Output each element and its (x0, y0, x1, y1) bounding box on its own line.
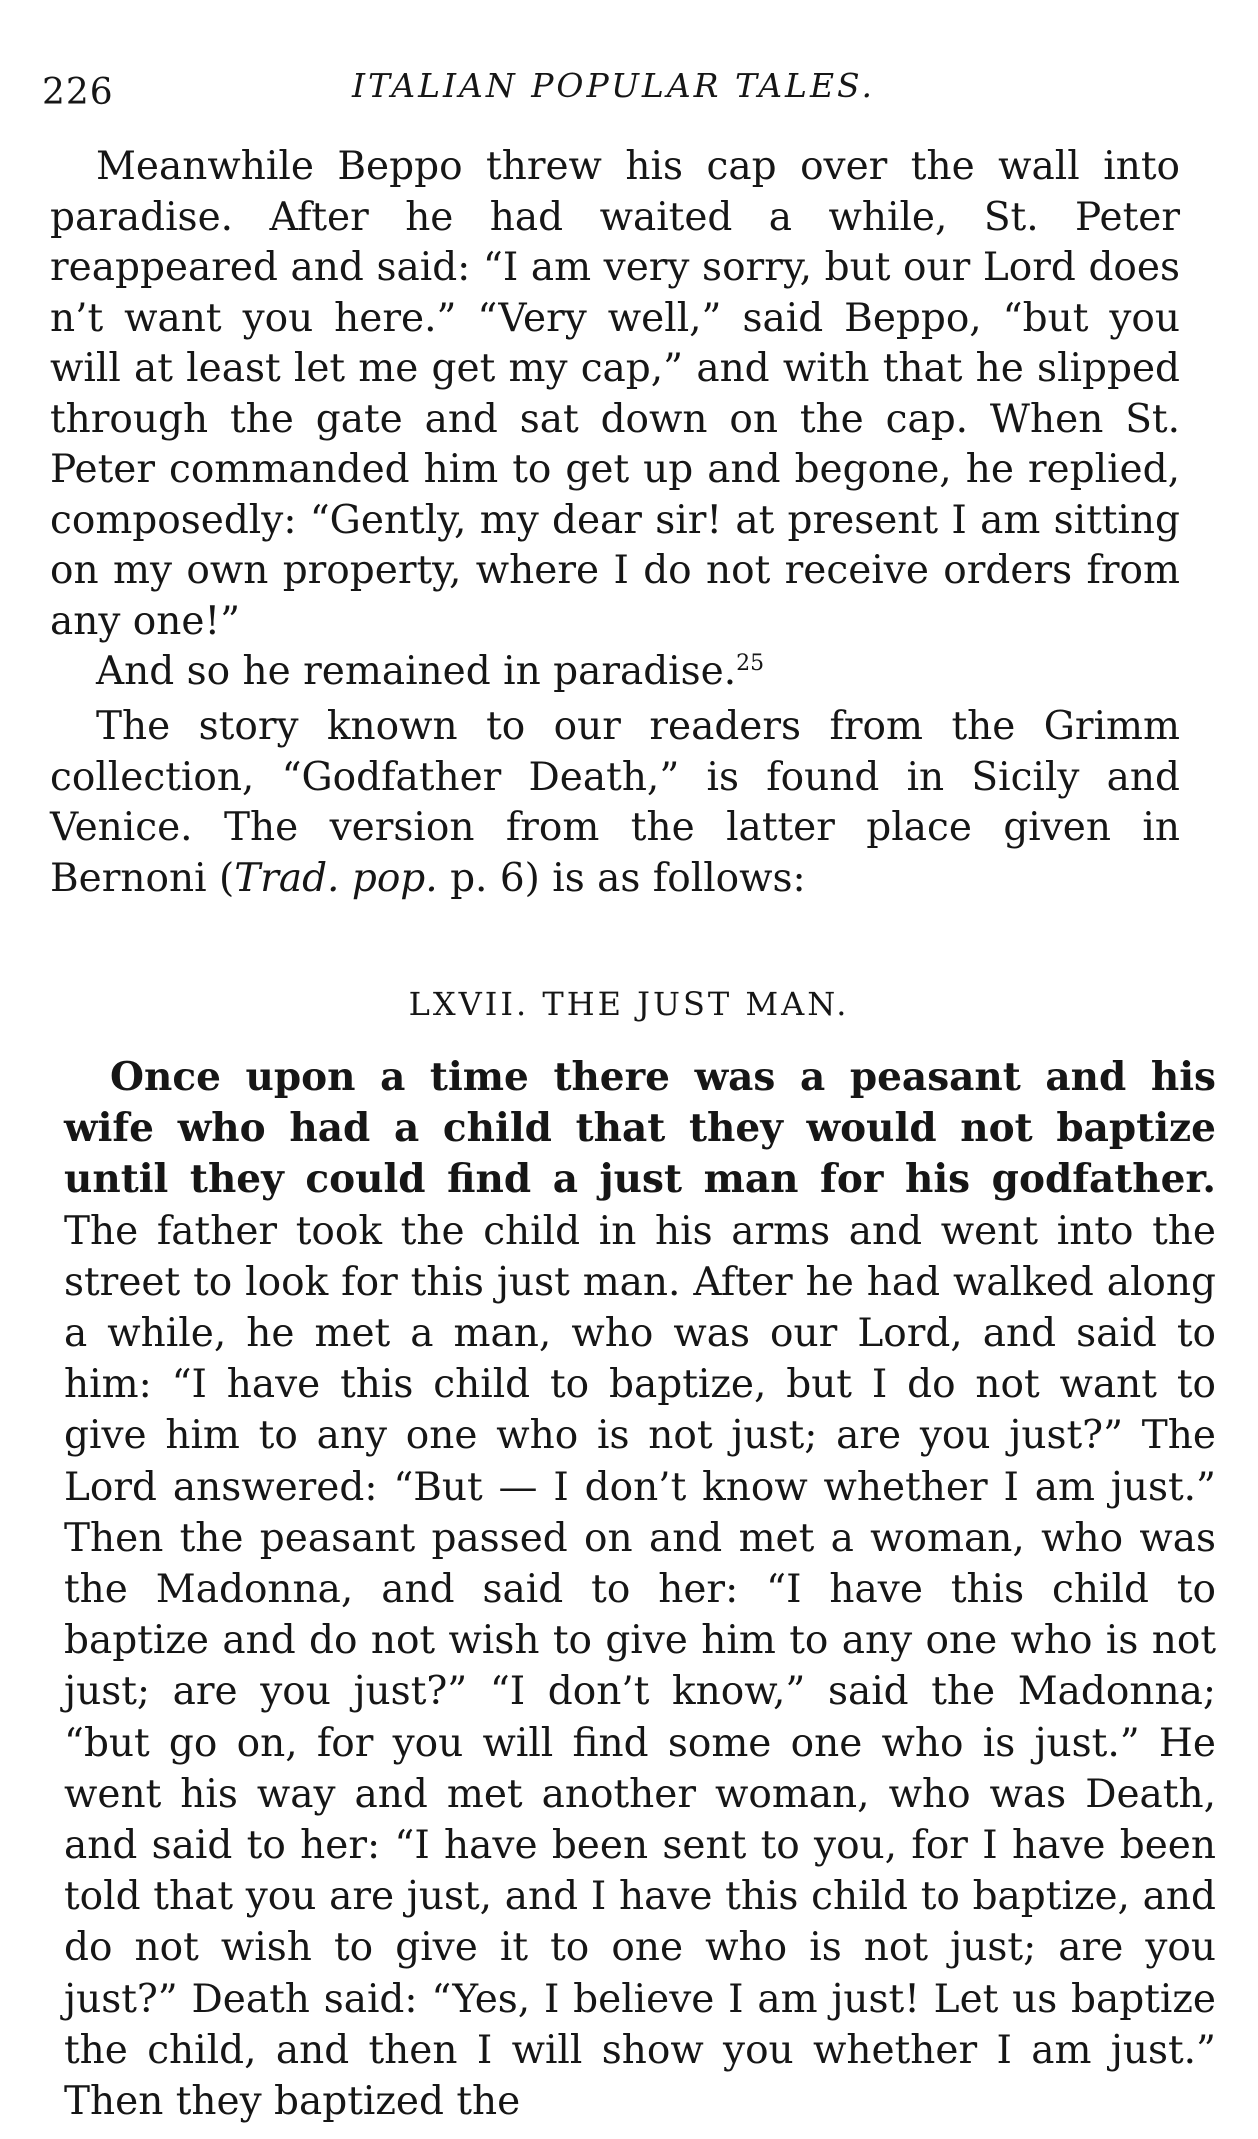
running-head (42, 62, 1182, 122)
introduction-passage (50, 702, 1180, 904)
closing-passage (50, 142, 1180, 698)
source-title: Trad. pop. (234, 855, 438, 901)
paragraph-godfather-death-intro (50, 702, 1180, 904)
page-number: 226 (42, 72, 114, 113)
story-passage (64, 1052, 1216, 2127)
intro-text-after: p. 6) is as follows: (437, 855, 806, 901)
paragraph-remained-in-paradise (50, 647, 1180, 698)
intro-text-before: The story known to our readers from the Grimm collection, “Godfather Death,” is found in Sicily and Venice. The version from the latter place given in Bernoni ( (50, 704, 1180, 901)
paragraph-beppo-cap: Meanwhile Beppo threw his cap over the wall into paradise. After he had waited a while, St. Peter reappeared and said: “I am very sorry, but our Lord does n’t want you here.” “Very well,” said Beppo, “but you will at least let me get my cap,” and with that he slipped through the gate and sat down on the cap. When St. Peter commanded him to get up and begone, he replied, composedly: “Gently, my dear sir! at present I am sitting on my own property, where I do not receive orders from any one!” (50, 144, 1180, 644)
chapter-heading: LXVII. THE JUST MAN. (408, 985, 850, 1023)
paragraph-just-man-story (64, 1052, 1216, 2127)
story-lead-sentence: Once upon a time there was a peasant and his wife who had a child that they would not baptize until they could find a just man for his godfather. (64, 1054, 1216, 1203)
story-body-text: The father took the child in his arms and went into the street to look for this just man. After he had walked along a while, he met a man, who was our Lord, and said to him: “I have this child to baptize, but I do not want to give him to any one who is not just; are you just?” The Lord answered: “But — I don’t know whether I am just.” Then the peasant passed on and met a woman, who was the Madonna, and said to her: “I have this child to baptize and do not wish to give him to any one who is not just; are you just?” “I don’t know,” said the Madonna; “but go on, for you will find some one who is just.” He went his way and met another woman, who was Death, and said to her: “I have been sent to you, for I have been told that you are just, and I have this child to baptize, and do not wish to give it to one who is not just; are you just?” Death said: “Yes, I believe I am just! Let us baptize the child, and then I will show you whether I am just.” Then they baptized the (64, 1208, 1216, 2125)
running-title: ITALIAN POPULAR TALES. (352, 66, 875, 105)
footnote-reference: 25 (736, 651, 765, 676)
paragraph-remained-text: And so he remained in paradise. (96, 649, 737, 694)
